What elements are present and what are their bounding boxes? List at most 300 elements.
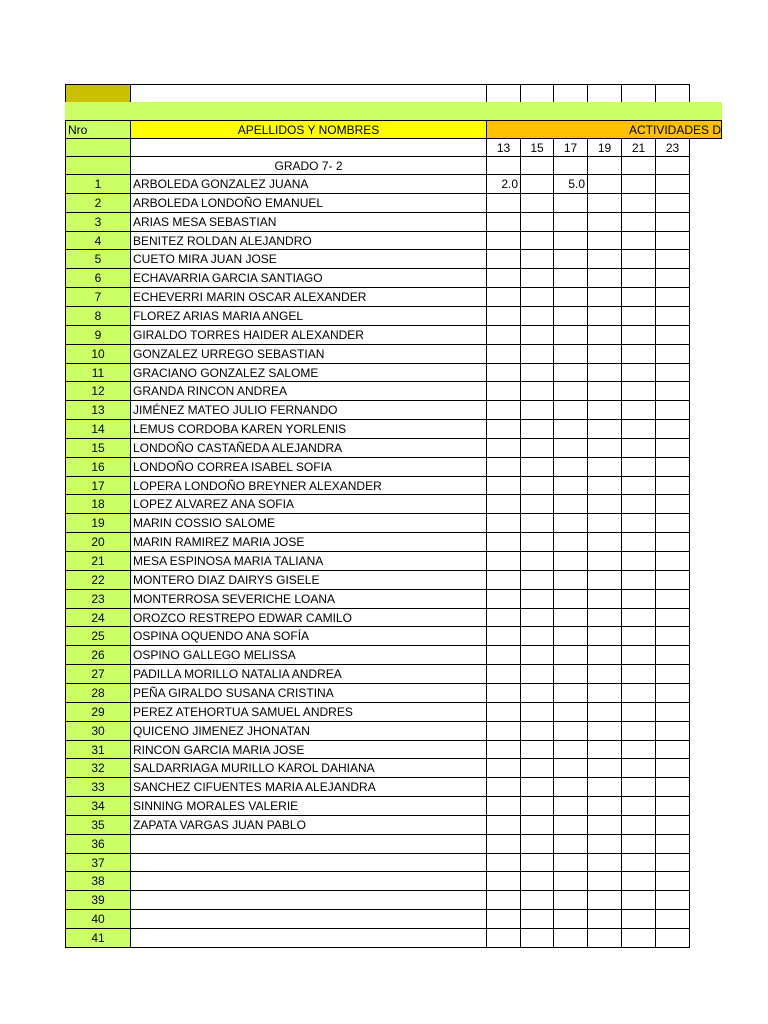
grade-cell[interactable] bbox=[486, 400, 521, 420]
grade-cell[interactable] bbox=[587, 212, 622, 232]
grade-cell[interactable] bbox=[520, 740, 554, 759]
grade-cell[interactable] bbox=[486, 344, 521, 364]
grade-cell[interactable] bbox=[553, 608, 588, 627]
grade-cell[interactable] bbox=[553, 551, 588, 571]
grade-cell[interactable] bbox=[655, 174, 690, 194]
student-name[interactable]: MONTERO DIAZ DAIRYS GISELE bbox=[130, 570, 487, 590]
grade-cell[interactable] bbox=[587, 419, 622, 439]
grade-cell[interactable] bbox=[587, 796, 622, 816]
grade-cell[interactable] bbox=[553, 645, 588, 665]
grade-cell[interactable] bbox=[486, 363, 521, 382]
grade-row-activity-cell[interactable] bbox=[655, 156, 690, 175]
grade-cell[interactable] bbox=[486, 438, 521, 458]
grade-cell[interactable] bbox=[621, 325, 656, 345]
grade-cell[interactable] bbox=[486, 325, 521, 345]
grade-cell[interactable] bbox=[621, 626, 656, 646]
grade-cell[interactable] bbox=[520, 721, 554, 741]
grade-cell[interactable] bbox=[587, 287, 622, 307]
grade-cell[interactable] bbox=[655, 645, 690, 665]
grade-cell[interactable] bbox=[587, 551, 622, 571]
grade-cell[interactable] bbox=[553, 231, 588, 250]
grade-cell[interactable] bbox=[553, 815, 588, 835]
student-name[interactable]: PEREZ ATEHORTUA SAMUEL ANDRES bbox=[130, 702, 487, 722]
student-name[interactable] bbox=[130, 909, 487, 929]
grade-cell[interactable] bbox=[486, 513, 521, 533]
grade-cell[interactable] bbox=[655, 438, 690, 458]
grade-cell[interactable] bbox=[520, 306, 554, 326]
grade-cell[interactable] bbox=[553, 438, 588, 458]
grade-cell[interactable] bbox=[655, 570, 690, 590]
grade-cell[interactable] bbox=[486, 476, 521, 495]
grade-cell[interactable] bbox=[553, 268, 588, 288]
grade-cell[interactable] bbox=[655, 834, 690, 854]
grade-cell[interactable] bbox=[486, 231, 521, 250]
grade-cell[interactable] bbox=[621, 740, 656, 759]
grade-cell[interactable] bbox=[520, 815, 554, 835]
student-name[interactable]: ECHEVERRI MARIN OSCAR ALEXANDER bbox=[130, 287, 487, 307]
student-name[interactable]: MARIN COSSIO SALOME bbox=[130, 513, 487, 533]
grade-cell[interactable] bbox=[486, 626, 521, 646]
grade-cell[interactable] bbox=[553, 532, 588, 552]
grade-cell[interactable] bbox=[655, 928, 690, 948]
grade-cell[interactable] bbox=[520, 909, 554, 929]
grade-cell[interactable] bbox=[621, 664, 656, 684]
grade-cell[interactable] bbox=[655, 494, 690, 514]
grade-cell[interactable] bbox=[486, 928, 521, 948]
grade-cell[interactable] bbox=[621, 438, 656, 458]
grade-cell[interactable] bbox=[655, 344, 690, 364]
grade-cell[interactable]: 5.0 bbox=[553, 174, 588, 194]
grade-cell[interactable] bbox=[553, 664, 588, 684]
grade-cell[interactable] bbox=[655, 909, 690, 929]
grade-cell[interactable] bbox=[553, 626, 588, 646]
grade-cell[interactable] bbox=[553, 249, 588, 269]
grade-cell[interactable] bbox=[655, 626, 690, 646]
grade-cell[interactable] bbox=[587, 683, 622, 703]
grade-cell[interactable] bbox=[587, 834, 622, 854]
student-name[interactable] bbox=[130, 928, 487, 948]
grade-cell[interactable] bbox=[621, 608, 656, 627]
grade-cell[interactable] bbox=[587, 193, 622, 213]
grade-cell[interactable] bbox=[486, 758, 521, 778]
grade-cell[interactable] bbox=[520, 683, 554, 703]
grade-cell[interactable] bbox=[520, 419, 554, 439]
grade-cell[interactable] bbox=[520, 174, 554, 194]
grade-cell[interactable] bbox=[486, 909, 521, 929]
grade-cell[interactable] bbox=[520, 928, 554, 948]
grade-cell[interactable] bbox=[655, 212, 690, 232]
grade-cell[interactable] bbox=[655, 683, 690, 703]
grade-cell[interactable] bbox=[486, 796, 521, 816]
grade-cell[interactable] bbox=[621, 287, 656, 307]
grade-cell[interactable] bbox=[486, 193, 521, 213]
grade-cell[interactable] bbox=[486, 494, 521, 514]
grade-cell[interactable] bbox=[520, 626, 554, 646]
grade-cell[interactable] bbox=[587, 645, 622, 665]
grade-cell[interactable] bbox=[486, 212, 521, 232]
grade-cell[interactable] bbox=[587, 721, 622, 741]
grade-cell[interactable] bbox=[621, 853, 656, 872]
grade-cell[interactable] bbox=[587, 268, 622, 288]
student-name[interactable]: LONDOÑO CASTAÑEDA ALEJANDRA bbox=[130, 438, 487, 458]
grade-cell[interactable] bbox=[486, 532, 521, 552]
grade-cell[interactable] bbox=[553, 457, 588, 477]
grade-cell[interactable] bbox=[655, 513, 690, 533]
grade-cell[interactable] bbox=[553, 853, 588, 872]
student-name[interactable]: RINCON GARCIA MARIA JOSE bbox=[130, 740, 487, 759]
student-name[interactable]: CUETO MIRA JUAN JOSE bbox=[130, 249, 487, 269]
grade-cell[interactable] bbox=[587, 815, 622, 835]
grade-cell[interactable] bbox=[520, 551, 554, 571]
grade-cell[interactable] bbox=[621, 834, 656, 854]
grade-cell[interactable] bbox=[520, 287, 554, 307]
grade-cell[interactable] bbox=[655, 589, 690, 609]
grade-cell[interactable] bbox=[553, 871, 588, 891]
grade-cell[interactable] bbox=[655, 381, 690, 401]
grade-cell[interactable] bbox=[621, 476, 656, 495]
grade-cell[interactable] bbox=[587, 174, 622, 194]
student-name[interactable]: LONDOÑO CORREA ISABEL SOFIA bbox=[130, 457, 487, 477]
grade-cell[interactable] bbox=[621, 570, 656, 590]
student-name[interactable]: OSPINA OQUENDO ANA SOFÍA bbox=[130, 626, 487, 646]
grade-cell[interactable] bbox=[587, 381, 622, 401]
student-name[interactable]: LOPEZ ALVAREZ ANA SOFIA bbox=[130, 494, 487, 514]
grade-cell[interactable] bbox=[520, 363, 554, 382]
grade-cell[interactable] bbox=[655, 287, 690, 307]
grade-cell[interactable] bbox=[655, 363, 690, 382]
grade-cell[interactable]: 2.0 bbox=[486, 174, 521, 194]
grade-cell[interactable] bbox=[655, 664, 690, 684]
grade-cell[interactable] bbox=[520, 871, 554, 891]
grade-cell[interactable] bbox=[621, 513, 656, 533]
grade-cell[interactable] bbox=[587, 890, 622, 910]
grade-cell[interactable] bbox=[520, 457, 554, 477]
grade-cell[interactable] bbox=[553, 306, 588, 326]
grade-cell[interactable] bbox=[655, 740, 690, 759]
grade-cell[interactable] bbox=[621, 551, 656, 571]
grade-cell[interactable] bbox=[520, 325, 554, 345]
grade-cell[interactable] bbox=[621, 702, 656, 722]
grade-cell[interactable] bbox=[587, 363, 622, 382]
grade-cell[interactable] bbox=[587, 570, 622, 590]
grade-cell[interactable] bbox=[587, 871, 622, 891]
grade-cell[interactable] bbox=[553, 589, 588, 609]
grade-cell[interactable] bbox=[520, 664, 554, 684]
grade-cell[interactable] bbox=[553, 513, 588, 533]
grade-cell[interactable] bbox=[621, 645, 656, 665]
header-top-activity-cell[interactable] bbox=[655, 84, 690, 103]
grade-cell[interactable] bbox=[520, 249, 554, 269]
header-top-activity-cell[interactable] bbox=[553, 84, 588, 103]
grade-cell[interactable] bbox=[587, 853, 622, 872]
grade-cell[interactable] bbox=[655, 702, 690, 722]
grade-cell[interactable] bbox=[621, 363, 656, 382]
grade-cell[interactable] bbox=[587, 532, 622, 552]
grade-cell[interactable] bbox=[553, 758, 588, 778]
header-top-activity-cell[interactable] bbox=[520, 84, 554, 103]
student-name[interactable] bbox=[130, 834, 487, 854]
header-top-activity-cell[interactable] bbox=[486, 84, 521, 103]
grade-cell[interactable] bbox=[486, 608, 521, 627]
grade-cell[interactable] bbox=[587, 438, 622, 458]
student-name[interactable]: GRANDA RINCON ANDREA bbox=[130, 381, 487, 401]
grade-cell[interactable] bbox=[553, 702, 588, 722]
grade-cell[interactable] bbox=[486, 853, 521, 872]
grade-cell[interactable] bbox=[553, 494, 588, 514]
grade-cell[interactable] bbox=[553, 287, 588, 307]
grade-cell[interactable] bbox=[553, 193, 588, 213]
student-name[interactable]: ARBOLEDA LONDOÑO EMANUEL bbox=[130, 193, 487, 213]
grade-cell[interactable] bbox=[621, 777, 656, 797]
grade-cell[interactable] bbox=[486, 834, 521, 854]
grade-cell[interactable] bbox=[520, 494, 554, 514]
grade-cell[interactable] bbox=[621, 494, 656, 514]
header-top-activity-cell[interactable] bbox=[587, 84, 622, 103]
grade-cell[interactable] bbox=[655, 815, 690, 835]
grade-cell[interactable] bbox=[621, 457, 656, 477]
grade-cell[interactable] bbox=[553, 890, 588, 910]
student-name[interactable] bbox=[130, 853, 487, 872]
grade-cell[interactable] bbox=[486, 268, 521, 288]
grade-cell[interactable] bbox=[655, 231, 690, 250]
grade-cell[interactable] bbox=[553, 325, 588, 345]
student-name[interactable]: SANCHEZ CIFUENTES MARIA ALEJANDRA bbox=[130, 777, 487, 797]
grade-cell[interactable] bbox=[655, 268, 690, 288]
student-name[interactable]: GONZALEZ URREGO SEBASTIAN bbox=[130, 344, 487, 364]
grade-cell[interactable] bbox=[486, 702, 521, 722]
grade-cell[interactable] bbox=[553, 476, 588, 495]
grade-cell[interactable] bbox=[486, 645, 521, 665]
grade-cell[interactable] bbox=[655, 249, 690, 269]
grade-row-activity-cell[interactable] bbox=[621, 156, 656, 175]
student-name[interactable] bbox=[130, 871, 487, 891]
student-name[interactable]: PEÑA GIRALDO SUSANA CRISTINA bbox=[130, 683, 487, 703]
grade-cell[interactable] bbox=[621, 193, 656, 213]
header-top-activity-cell[interactable] bbox=[621, 84, 656, 103]
student-name[interactable]: GIRALDO TORRES HAIDER ALEXANDER bbox=[130, 325, 487, 345]
grade-cell[interactable] bbox=[486, 306, 521, 326]
grade-cell[interactable] bbox=[655, 325, 690, 345]
grade-cell[interactable] bbox=[621, 758, 656, 778]
grade-cell[interactable] bbox=[655, 853, 690, 872]
grade-cell[interactable] bbox=[655, 532, 690, 552]
student-name[interactable]: MESA ESPINOSA MARIA TALIANA bbox=[130, 551, 487, 571]
grade-cell[interactable] bbox=[621, 871, 656, 891]
grade-cell[interactable] bbox=[520, 268, 554, 288]
student-name[interactable]: ECHAVARRIA GARCIA SANTIAGO bbox=[130, 268, 487, 288]
grade-cell[interactable] bbox=[520, 570, 554, 590]
grade-cell[interactable] bbox=[520, 476, 554, 495]
student-name[interactable]: OROZCO RESTREPO EDWAR CAMILO bbox=[130, 608, 487, 627]
grade-cell[interactable] bbox=[587, 306, 622, 326]
grade-cell[interactable] bbox=[486, 287, 521, 307]
grade-cell[interactable] bbox=[553, 796, 588, 816]
grade-cell[interactable] bbox=[621, 890, 656, 910]
grade-cell[interactable] bbox=[486, 589, 521, 609]
grade-cell[interactable] bbox=[621, 796, 656, 816]
grade-cell[interactable] bbox=[486, 570, 521, 590]
grade-row-activity-cell[interactable] bbox=[486, 156, 521, 175]
grade-cell[interactable] bbox=[553, 683, 588, 703]
student-name[interactable]: ARIAS MESA SEBASTIAN bbox=[130, 212, 487, 232]
grade-cell[interactable] bbox=[553, 928, 588, 948]
grade-cell[interactable] bbox=[553, 344, 588, 364]
header-blank-cell[interactable] bbox=[130, 84, 487, 103]
grade-cell[interactable] bbox=[621, 928, 656, 948]
grade-cell[interactable] bbox=[655, 608, 690, 627]
grade-cell[interactable] bbox=[486, 740, 521, 759]
grade-cell[interactable] bbox=[520, 212, 554, 232]
grade-cell[interactable] bbox=[621, 419, 656, 439]
grade-cell[interactable] bbox=[486, 419, 521, 439]
grade-cell[interactable] bbox=[621, 212, 656, 232]
grade-cell[interactable] bbox=[553, 909, 588, 929]
grade-cell[interactable] bbox=[520, 400, 554, 420]
grade-cell[interactable] bbox=[553, 777, 588, 797]
grade-cell[interactable] bbox=[486, 890, 521, 910]
grade-cell[interactable] bbox=[520, 438, 554, 458]
grade-cell[interactable] bbox=[587, 325, 622, 345]
grade-cell[interactable] bbox=[520, 645, 554, 665]
grade-cell[interactable] bbox=[553, 363, 588, 382]
grade-cell[interactable] bbox=[621, 400, 656, 420]
grade-cell[interactable] bbox=[520, 344, 554, 364]
student-name[interactable]: MARIN RAMIREZ MARIA JOSE bbox=[130, 532, 487, 552]
grade-cell[interactable] bbox=[520, 702, 554, 722]
grade-cell[interactable] bbox=[621, 815, 656, 835]
grade-cell[interactable] bbox=[520, 608, 554, 627]
grade-cell[interactable] bbox=[587, 494, 622, 514]
grade-cell[interactable] bbox=[621, 344, 656, 364]
grade-cell[interactable] bbox=[520, 777, 554, 797]
grade-cell[interactable] bbox=[587, 457, 622, 477]
student-name[interactable]: SINNING MORALES VALERIE bbox=[130, 796, 487, 816]
student-name[interactable]: FLOREZ ARIAS MARIA ANGEL bbox=[130, 306, 487, 326]
grade-cell[interactable] bbox=[553, 381, 588, 401]
grade-cell[interactable] bbox=[655, 400, 690, 420]
student-name[interactable]: OSPINO GALLEGO MELISSA bbox=[130, 645, 487, 665]
grade-cell[interactable] bbox=[486, 249, 521, 269]
grade-cell[interactable] bbox=[486, 551, 521, 571]
grade-cell[interactable] bbox=[587, 608, 622, 627]
grade-cell[interactable] bbox=[587, 400, 622, 420]
grade-cell[interactable] bbox=[587, 476, 622, 495]
grade-cell[interactable] bbox=[587, 909, 622, 929]
grade-cell[interactable] bbox=[621, 532, 656, 552]
grade-row-activity-cell[interactable] bbox=[520, 156, 554, 175]
grade-cell[interactable] bbox=[520, 890, 554, 910]
grade-cell[interactable] bbox=[587, 740, 622, 759]
grade-cell[interactable] bbox=[587, 344, 622, 364]
student-name[interactable]: BENITEZ ROLDAN ALEJANDRO bbox=[130, 231, 487, 250]
grade-cell[interactable] bbox=[587, 758, 622, 778]
grade-cell[interactable] bbox=[655, 890, 690, 910]
grade-cell[interactable] bbox=[520, 231, 554, 250]
grade-cell[interactable] bbox=[520, 532, 554, 552]
grade-cell[interactable] bbox=[587, 702, 622, 722]
grade-cell[interactable] bbox=[486, 871, 521, 891]
student-name[interactable] bbox=[130, 890, 487, 910]
grade-cell[interactable] bbox=[621, 174, 656, 194]
grade-cell[interactable] bbox=[520, 513, 554, 533]
grade-cell[interactable] bbox=[621, 268, 656, 288]
grade-cell[interactable] bbox=[621, 231, 656, 250]
student-name[interactable]: ARBOLEDA GONZALEZ JUANA bbox=[130, 174, 487, 194]
grade-cell[interactable] bbox=[621, 683, 656, 703]
grade-cell[interactable] bbox=[587, 928, 622, 948]
student-name[interactable]: SALDARRIAGA MURILLO KAROL DAHIANA bbox=[130, 758, 487, 778]
grade-cell[interactable] bbox=[621, 589, 656, 609]
grade-cell[interactable] bbox=[553, 740, 588, 759]
grade-cell[interactable] bbox=[520, 853, 554, 872]
grade-cell[interactable] bbox=[553, 721, 588, 741]
header-corner-cell[interactable] bbox=[65, 84, 131, 103]
grade-cell[interactable] bbox=[655, 457, 690, 477]
student-name[interactable]: QUICENO JIMENEZ JHONATAN bbox=[130, 721, 487, 741]
grade-cell[interactable] bbox=[486, 683, 521, 703]
grade-cell[interactable] bbox=[486, 664, 521, 684]
grade-cell[interactable] bbox=[520, 589, 554, 609]
grade-cell[interactable] bbox=[486, 721, 521, 741]
grade-cell[interactable] bbox=[621, 909, 656, 929]
grade-cell[interactable] bbox=[621, 249, 656, 269]
grade-cell[interactable] bbox=[486, 777, 521, 797]
grade-cell[interactable] bbox=[587, 231, 622, 250]
grade-cell[interactable] bbox=[587, 513, 622, 533]
student-name[interactable]: GRACIANO GONZALEZ SALOME bbox=[130, 363, 487, 382]
grade-cell[interactable] bbox=[587, 249, 622, 269]
student-name[interactable]: MONTERROSA SEVERICHE LOANA bbox=[130, 589, 487, 609]
grade-cell[interactable] bbox=[621, 381, 656, 401]
student-name[interactable]: ZAPATA VARGAS JUAN PABLO bbox=[130, 815, 487, 835]
grade-cell[interactable] bbox=[655, 306, 690, 326]
grade-cell[interactable] bbox=[621, 721, 656, 741]
grade-cell[interactable] bbox=[655, 796, 690, 816]
grade-cell[interactable] bbox=[655, 476, 690, 495]
grade-cell[interactable] bbox=[486, 381, 521, 401]
grade-row-activity-cell[interactable] bbox=[587, 156, 622, 175]
grade-cell[interactable] bbox=[655, 721, 690, 741]
grade-cell[interactable] bbox=[486, 457, 521, 477]
grade-cell[interactable] bbox=[655, 777, 690, 797]
student-name[interactable]: LEMUS CORDOBA KAREN YORLENIS bbox=[130, 419, 487, 439]
grade-cell[interactable] bbox=[655, 758, 690, 778]
grade-row-activity-cell[interactable] bbox=[553, 156, 588, 175]
grade-cell[interactable] bbox=[520, 758, 554, 778]
grade-cell[interactable] bbox=[587, 589, 622, 609]
grade-cell[interactable] bbox=[587, 626, 622, 646]
student-name[interactable]: PADILLA MORILLO NATALIA ANDREA bbox=[130, 664, 487, 684]
grade-cell[interactable] bbox=[520, 193, 554, 213]
student-name[interactable]: LOPERA LONDOÑO BREYNER ALEXANDER bbox=[130, 476, 487, 495]
grade-cell[interactable] bbox=[655, 871, 690, 891]
grade-cell[interactable] bbox=[553, 212, 588, 232]
grade-cell[interactable] bbox=[520, 381, 554, 401]
grade-cell[interactable] bbox=[553, 419, 588, 439]
grade-cell[interactable] bbox=[587, 664, 622, 684]
grade-cell[interactable] bbox=[486, 815, 521, 835]
grade-cell[interactable] bbox=[587, 777, 622, 797]
grade-cell[interactable] bbox=[621, 306, 656, 326]
grade-cell[interactable] bbox=[520, 834, 554, 854]
grade-cell[interactable] bbox=[655, 419, 690, 439]
grade-cell[interactable] bbox=[655, 193, 690, 213]
student-name[interactable]: JIMÉNEZ MATEO JULIO FERNANDO bbox=[130, 400, 487, 420]
grade-cell[interactable] bbox=[553, 400, 588, 420]
grade-cell[interactable] bbox=[553, 834, 588, 854]
grade-cell[interactable] bbox=[553, 570, 588, 590]
grade-cell[interactable] bbox=[655, 551, 690, 571]
